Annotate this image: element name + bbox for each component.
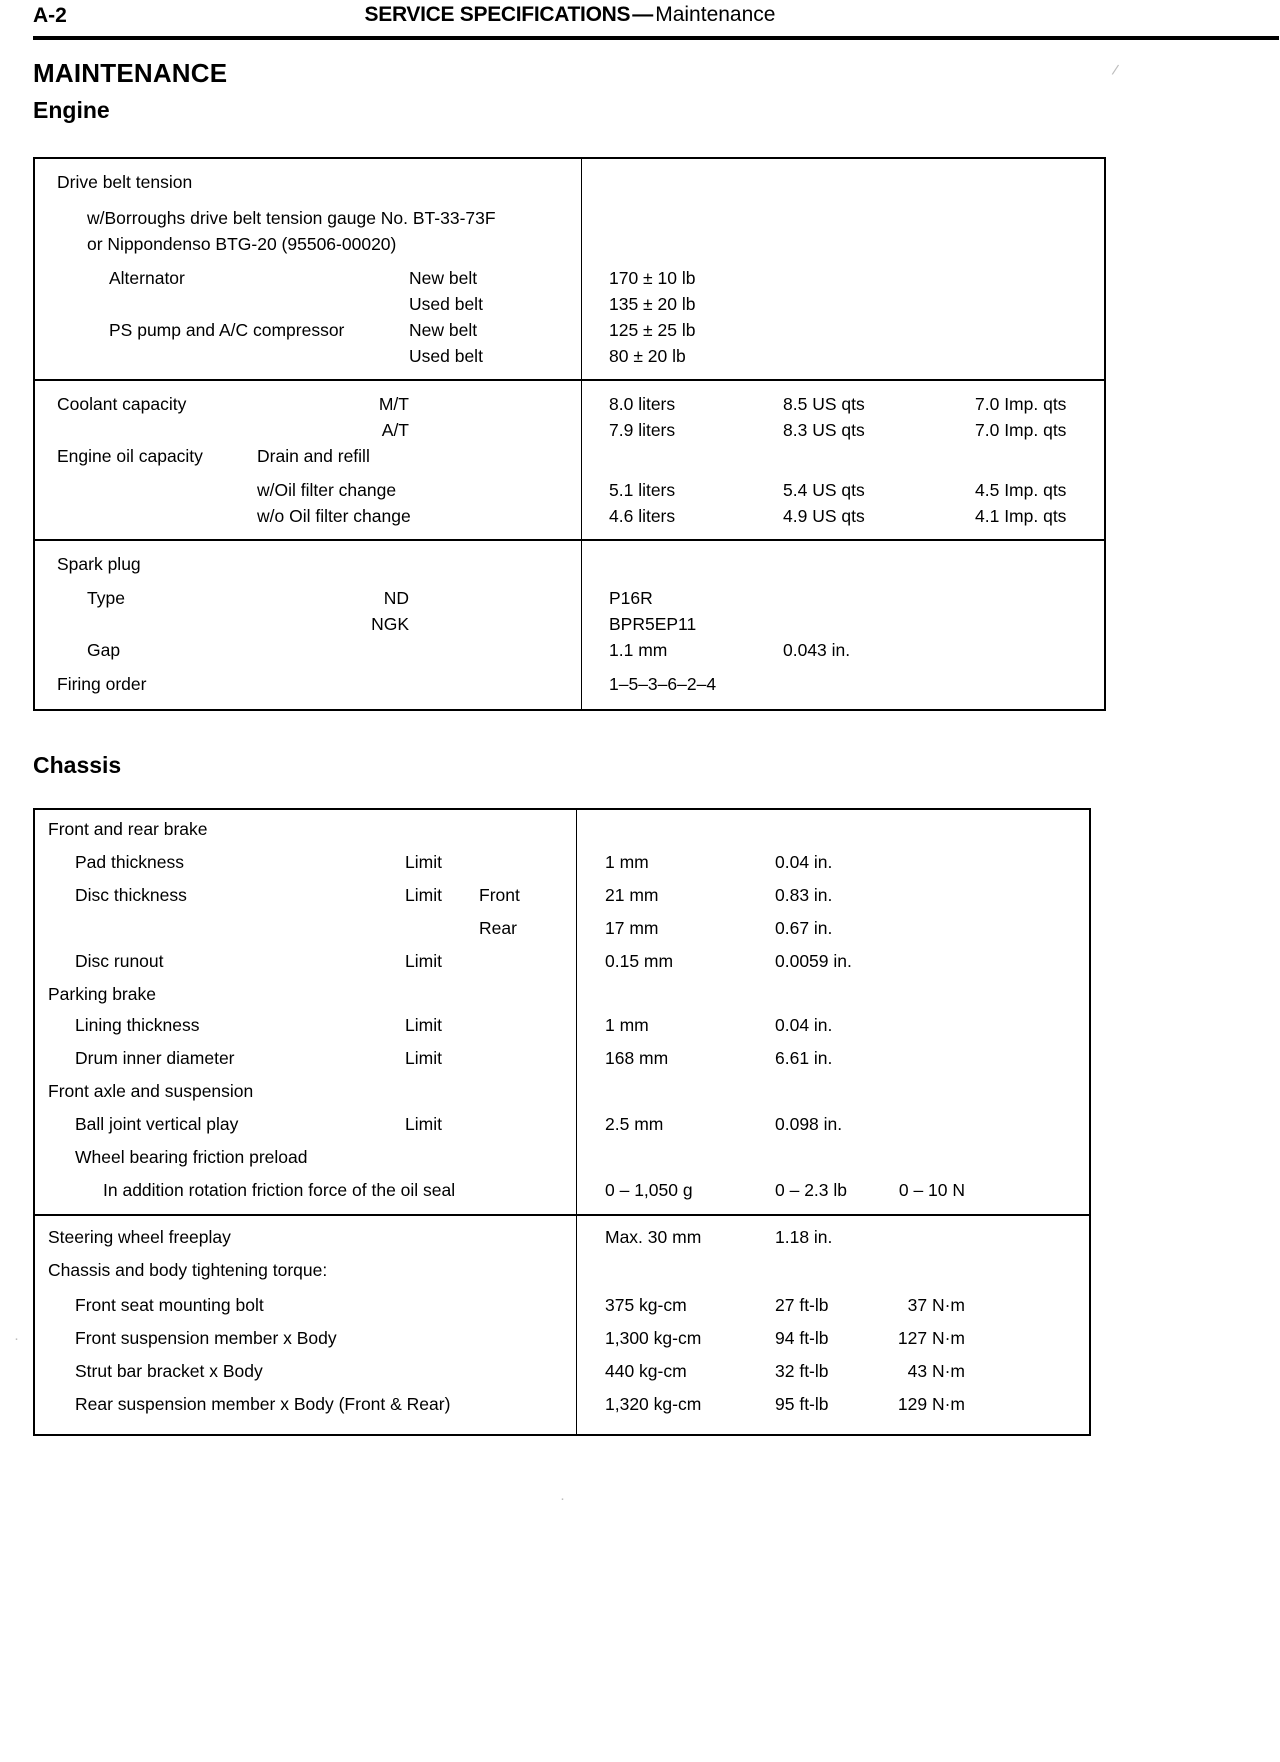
spec-band-brakes-and-suspension [35, 810, 1089, 1216]
row-subqualifier: Rear [479, 918, 517, 938]
table-row [35, 1177, 1089, 1208]
row-subqualifier: w/o Oil filter change [257, 506, 411, 526]
row-label: Gap [87, 640, 121, 660]
table-row [35, 849, 1089, 882]
table-row [35, 417, 1104, 443]
value-metric: 170 ± 10 lb [609, 268, 696, 288]
row-label: Spark plug [57, 554, 141, 574]
row-label: In addition rotation friction force of the oil seal [103, 1180, 456, 1200]
row-label: Drum inner diameter [75, 1048, 235, 1068]
value-us: 0.04 in. [775, 1015, 833, 1035]
row-label: Parking brake [48, 984, 156, 1004]
value-metric: 125 ± 25 lb [609, 320, 696, 340]
chassis-heading: Chassis [33, 752, 122, 778]
row-qualifier: M/T [378, 394, 409, 414]
row-label: or Nippondenso BTG-20 (95506-00020) [87, 234, 397, 254]
table-row [35, 291, 1104, 317]
row-label: Wheel bearing friction preload [75, 1147, 308, 1167]
value-imperial: 127 N·m [897, 1328, 965, 1348]
table-row [35, 343, 1104, 369]
table-row [35, 1325, 1089, 1358]
table-row [35, 1078, 1089, 1111]
row-label: Engine oil capacity [57, 446, 203, 466]
table-row [35, 231, 1104, 265]
running-title-sub: Maintenance [655, 3, 776, 26]
value-us: 5.4 US qts [783, 480, 865, 500]
value-imperial: 4.1 Imp. qts [975, 506, 1067, 526]
table-row [35, 317, 1104, 343]
running-title [0, 3, 1140, 27]
table-row [35, 391, 1104, 417]
running-title-dash: — [632, 3, 654, 26]
value-metric: Max. 30 mm [605, 1227, 702, 1247]
table-row [35, 882, 1089, 915]
value-metric: 4.6 liters [609, 506, 676, 526]
row-label: Firing order [57, 674, 147, 694]
row-label: Front axle and suspension [48, 1081, 254, 1101]
value-metric: 1,320 kg-cm [605, 1394, 702, 1414]
value-imperial: 4.5 Imp. qts [975, 480, 1067, 500]
value-us: 32 ft-lb [775, 1361, 829, 1381]
value-imperial: 129 N·m [897, 1394, 965, 1414]
row-label: Rear suspension member x Body (Front & Rear) [75, 1394, 451, 1414]
page-title: MAINTENANCE [33, 58, 228, 88]
row-label: PS pump and A/C compressor [109, 320, 345, 340]
row-label: Steering wheel freeplay [48, 1227, 231, 1247]
value-us: 0.098 in. [775, 1114, 843, 1134]
row-subqualifier: w/Oil filter change [257, 480, 397, 500]
value-us: 1.18 in. [775, 1227, 833, 1247]
value-metric: 135 ± 20 lb [609, 294, 696, 314]
value-metric: 17 mm [605, 918, 659, 938]
row-label: Alternator [109, 268, 185, 288]
row-label: Coolant capacity [57, 394, 187, 414]
value-us: 27 ft-lb [775, 1295, 829, 1315]
value-us: 0.67 in. [775, 918, 833, 938]
spec-band-drive-belt-tension [35, 159, 1104, 381]
table-row [35, 1257, 1089, 1292]
table-row [35, 816, 1089, 849]
table-row [35, 948, 1089, 981]
table-row [35, 265, 1104, 291]
value-us: 4.9 US qts [783, 506, 865, 526]
value-metric: 375 kg-cm [605, 1295, 687, 1315]
value-metric: 0 – 1,050 g [605, 1180, 693, 1200]
row-label: Strut bar bracket x Body [75, 1361, 263, 1381]
row-subqualifier: Drain and refill [257, 446, 370, 466]
value-metric: 1–5–3–6–2–4 [609, 674, 717, 694]
value-imperial: 7.0 Imp. qts [975, 394, 1067, 414]
page-folio: A-2 [33, 4, 67, 27]
row-qualifier: ND [383, 588, 409, 608]
row-label: Disc thickness [75, 885, 187, 905]
engine-spec-table [33, 157, 1106, 711]
table-row [35, 1144, 1089, 1177]
value-metric: 2.5 mm [605, 1114, 664, 1134]
value-metric: 1.1 mm [609, 640, 668, 660]
table-row [35, 671, 1104, 697]
row-subqualifier: Front [479, 885, 520, 905]
table-row [35, 443, 1104, 477]
value-us: 94 ft-lb [775, 1328, 829, 1348]
table-row [35, 1391, 1089, 1424]
value-us: 8.5 US qts [783, 394, 865, 414]
row-qualifier: Used belt [409, 346, 483, 366]
value-imperial: 43 N·m [907, 1361, 965, 1381]
header-rule [33, 36, 1279, 40]
spec-band-steering-and-torque [35, 1216, 1089, 1434]
value-metric: 1 mm [605, 852, 649, 872]
table-row [35, 169, 1104, 205]
table-row [35, 205, 1104, 231]
row-label: Pad thickness [75, 852, 184, 872]
value-imperial: 0 – 10 N [898, 1180, 965, 1200]
table-row [35, 981, 1089, 1012]
value-metric: 80 ± 20 lb [609, 346, 686, 366]
row-label: Front seat mounting bolt [75, 1295, 264, 1315]
row-label: Drive belt tension [57, 172, 193, 192]
row-label: Disc runout [75, 951, 164, 971]
table-row [35, 1292, 1089, 1325]
row-qualifier: Limit [405, 951, 442, 971]
row-label: Chassis and body tightening torque: [48, 1260, 328, 1280]
table-row [35, 637, 1104, 671]
table-row [35, 477, 1104, 503]
value-us: 0.043 in. [783, 640, 851, 660]
running-title-main: SERVICE SPECIFICATIONS [364, 3, 631, 26]
table-row [35, 1111, 1089, 1144]
row-qualifier: Limit [405, 1015, 442, 1035]
value-imperial: 7.0 Imp. qts [975, 420, 1067, 440]
scan-artifact-bottom: · [560, 1490, 565, 1507]
row-label: Front suspension member x Body [75, 1328, 337, 1348]
value-metric: 0.15 mm [605, 951, 674, 971]
row-qualifier: Limit [405, 885, 442, 905]
value-us: 0.83 in. [775, 885, 833, 905]
row-label: Lining thickness [75, 1015, 200, 1035]
value-metric: 1,300 kg-cm [605, 1328, 702, 1348]
table-row [35, 551, 1104, 585]
value-us: 8.3 US qts [783, 420, 865, 440]
table-row [35, 503, 1104, 529]
scan-artifact-top: / [1110, 61, 1120, 80]
row-qualifier: New belt [409, 268, 478, 288]
table-row [35, 1012, 1089, 1045]
value-metric: P16R [609, 588, 653, 608]
table-row [35, 1224, 1089, 1257]
row-label: Ball joint vertical play [75, 1114, 239, 1134]
row-qualifier: NGK [371, 614, 409, 634]
table-row [35, 585, 1104, 611]
row-qualifier: Limit [405, 852, 442, 872]
value-metric: 7.9 liters [609, 420, 676, 440]
row-qualifier: A/T [381, 420, 409, 440]
row-qualifier: Limit [405, 1048, 442, 1068]
row-qualifier: New belt [409, 320, 478, 340]
table-row [35, 915, 1089, 948]
value-metric: 21 mm [605, 885, 659, 905]
value-metric: 1 mm [605, 1015, 649, 1035]
value-imperial: 37 N·m [907, 1295, 965, 1315]
value-metric: BPR5EP11 [609, 614, 697, 634]
row-label: Type [87, 588, 125, 608]
row-qualifier: Limit [405, 1114, 442, 1134]
table-row [35, 1358, 1089, 1391]
value-metric: 5.1 liters [609, 480, 676, 500]
table-row [35, 611, 1104, 637]
value-us: 95 ft-lb [775, 1394, 829, 1414]
table-row [35, 1045, 1089, 1078]
value-us: 0.04 in. [775, 852, 833, 872]
row-label: w/Borroughs drive belt tension gauge No. BT-33-73F [87, 208, 496, 228]
scan-artifact-left: · [14, 1330, 19, 1347]
chassis-spec-table [33, 808, 1091, 1436]
value-us: 0 – 2.3 lb [775, 1180, 847, 1200]
row-label: Front and rear brake [48, 819, 208, 839]
engine-heading: Engine [33, 97, 110, 123]
running-head [0, 0, 1140, 50]
value-metric: 8.0 liters [609, 394, 676, 414]
row-qualifier: Used belt [409, 294, 483, 314]
value-us: 0.0059 in. [775, 951, 852, 971]
value-us: 6.61 in. [775, 1048, 833, 1068]
value-metric: 168 mm [605, 1048, 669, 1068]
spec-band-capacities [35, 381, 1104, 541]
value-metric: 440 kg-cm [605, 1361, 687, 1381]
spec-band-spark-plug [35, 541, 1104, 709]
